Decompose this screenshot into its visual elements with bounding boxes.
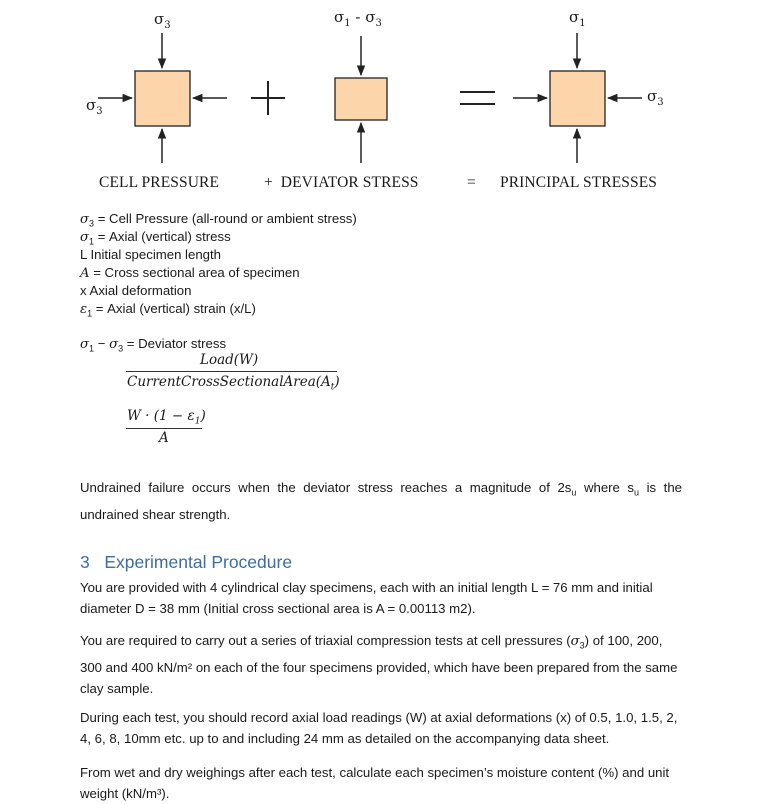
definition-area: A = Cross sectional area of specimen [80,265,300,281]
equals-operator [460,92,495,104]
paragraph-load-readings: During each test, you should record axial load readings (W) at axial deformations (x) of 0.5, 1.0, 1.5, 2, 4, 6, 8, 10mm etc. up to and including 24 mm as detailed on the accompanying data sheet. [80,710,678,746]
section-number: 3 [80,552,90,572]
caption-principal-stresses: PRINCIPAL STRESSES [500,174,657,191]
definition-sigma1: $\sigma_1$ = Axial (vertical) stress [80,229,231,247]
principal-stresses-box [550,71,605,126]
sigma1-top-label: $\sigma_1$ [569,8,586,29]
section-title: Experimental Procedure [104,552,293,572]
deviator-label: $\sigma_1 - \sigma_3$ [334,8,382,29]
cell-pressure-box [135,71,190,126]
undrained-failure-text: Undrained failure occurs when the deviator stress reaches a magnitude of $2s_u$ where $s_u$ is the undrained shear strength. [80,480,683,522]
plus-operator [251,81,285,115]
definition-strain: $\varepsilon_1$ = Axial (vertical) strain (x/L) [80,301,256,319]
fraction2-denominator: A [159,430,169,446]
fraction1-denominator: $CurrentCrossSectionalArea(A_t)$ [127,374,340,393]
sigma3-right-label: $\sigma_3$ [647,87,664,108]
definition-sigma3: $\sigma_3$ = Cell Pressure (all-round or ambient stress) [80,211,357,229]
caption-equals: = [467,174,476,191]
deviator-stress-element [335,36,387,163]
deviator-stress-box [335,78,387,120]
principal-stresses-element [513,33,642,163]
definition-deformation: x Axial deformation [80,283,192,298]
caption-deviator-stress: + DEVIATOR STRESS [264,174,419,191]
paragraph-specimens: You are provided with 4 cylindrical clay specimens, each with an initial length L = 76 mm and initial diameter D = 38 mm (Initial cross sectional area is A = 0.00113 m2). [80,580,653,616]
sigma3-left-label: $\sigma_3$ [86,96,103,117]
sigma3-top-label: $\sigma_3$ [154,10,171,31]
fraction2-bar [126,428,202,429]
fraction2-numerator: $W \cdot (1 - \varepsilon_1)$ [127,408,206,427]
definition-length: L Initial specimen length [80,247,221,262]
fraction1-numerator: Load(W) [200,352,259,368]
section-heading [80,552,292,573]
fraction1-bar [126,371,337,372]
cell-pressure-element [98,33,227,163]
paragraph-cell-pressures: You are required to carry out a series of triaxial compression tests at cell pressures $(\sigma_3)$ of 100, 200, 300 and 400 kN/m² on each of the four specimens provided, which have been prepared from the same clay sample. [80,633,678,696]
caption-cell-pressure: CELL PRESSURE [99,174,220,191]
paragraph-moisture: From wet and dry weighings after each test, calculate each specimen’s moisture content (%) and unit weight (kN/m³). [80,765,670,801]
deviator-stress-formula: $\sigma_1 - \sigma_3$ = Deviator stress [80,336,227,354]
